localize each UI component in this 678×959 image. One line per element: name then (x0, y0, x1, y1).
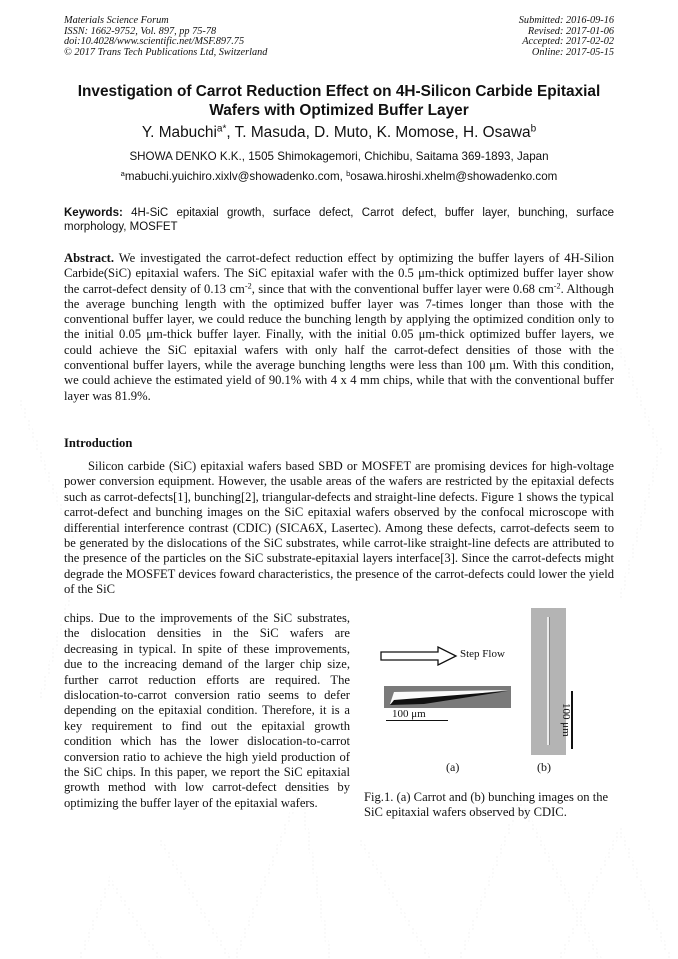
journal-info (64, 16, 267, 58)
section-heading-introduction: Introduction (64, 436, 133, 450)
first-author: Y. Mabuchi (141, 124, 217, 141)
journal-name: Materials Science Forum (64, 15, 169, 26)
paper-title (56, 82, 622, 120)
revised-date: Revised: 2017-01-06 (527, 25, 614, 37)
publication-dates (519, 16, 614, 58)
figure-1 (364, 605, 614, 780)
accepted-date: Accepted: 2017-02-02 (522, 36, 614, 48)
keywords-label: Keywords: (64, 207, 123, 219)
author-affil-mark: b (530, 123, 537, 135)
email-b[interactable]: osawa.hiroshi.xhelm@showadenko.com (350, 170, 558, 183)
scale-label-b: 100 μm (560, 703, 572, 737)
scale-label-a: 100 μm (392, 708, 426, 720)
keywords (64, 206, 614, 235)
scale-bar-a (386, 720, 448, 721)
submitted-date: Submitted: 2016-09-16 (518, 15, 614, 26)
title-line-1: Investigation of Carrot Reduction Effect on 4H-Silicon Carbide Epitaxial (77, 83, 601, 100)
step-flow-label: Step Flow (460, 648, 505, 660)
outline-arrow-right-icon (380, 646, 458, 666)
doi: doi:10.4028/www.scientific.net/MSF.897.75 (64, 36, 245, 48)
abstract: Abstract. We investigated the carrot-defect reduction effect by optimizing the buffer layers of 4H-Silion Carbide(SiC) epitaxial wafers. The SiC epitaxial wafer with the 0.5 μm-thick optimized buffer layer show the carrot-defect density of 0.13 $cm^{-2}$, since that with the conventional buffer layer were 0.68 $cm^{-2}$. Although the average bunching length with the optimized buffer layer was 7-times longer than those with the conventional buffer layer, we could reduce the bunching length by applying the optimized condition only to the initial 0.05 μm-thick buffer layer. Finally, with the initial 0.05 μm-thick optimized buffer layers, we could achieve the SiC epitaxial wafers with only half the carrot-defect densities of those with the conventional buffer layers, while the average bunching lengths were less than 100 μm. With this condition, we could achieve the estimated yield of 90.1% with 4 x 4 mm chips, while that with the conventional buffer layer was 81.9%. (64, 251, 614, 403)
introduction-paragraph-continued: chips. Due to the improvements of the SiC substrates, the dislocation densities in the SiC wafers are decreasing in typical. In spite of these improvements, due to the increacing demand of the larger chip size, further carrot reduction efforts are required. The dislocation-to-carrot conversion ratio seems to defer depending on the epitaxial condition. Therefore, it is a key requirement to find out the epitaxial growth condition which has the lower dislocation-to-carrot conversion ratio to achieve the high yield production of the SiC chips. In this paper, we report the SiC epitaxial growth method with low carrot-defect densities by optimizing the buffer layer of the epitaxial wafers. (64, 611, 350, 810)
author-emails: $^a$mabuchi.yuichiro.xixlv@showadenko.com, $^b$osawa.hiroshi.xhelm@showadenko.com (120, 168, 558, 183)
issn: ISSN: 1662-9752, Vol. 897, pp 75-78 (64, 25, 217, 37)
carrot-defect-image (384, 686, 511, 708)
keywords-text: 4H-SiC epitaxial growth, surface defect, Carrot defect, buffer layer, bunching, surface morphology, MOSFET (64, 207, 614, 234)
figure-1-caption: Fig.1. (a) Carrot and (b) bunching images on the SiC epitaxial wafers observed by CDIC. (364, 790, 609, 820)
email-a[interactable]: mabuchi.yuichiro.xixlv@showadenko.com, (124, 170, 347, 183)
copyright: © 2017 Trans Tech Publications Ltd, Switzerland (64, 46, 268, 58)
author-list (56, 124, 622, 142)
author-affil-mark: a* (216, 123, 227, 135)
other-authors: , T. Masuda, D. Muto, K. Momose, H. Osawa (226, 124, 531, 141)
abstract-label: Abstract. (64, 251, 115, 265)
bunching-line (547, 617, 549, 745)
subfigure-label-b: (b) (537, 760, 551, 774)
introduction-paragraph: Silicon carbide (SiC) epitaxial wafers based SBD or MOSFET are promising devices for high-voltage power conversion equipment. However, the usable areas of the wafers are restricted by the epitaxial defects such as carrot-defects[1], bunching[2], triangular-defects and straight-line defects. Figure 1 shows the typical carrot-defect and bunching images on the SiC epitaxial wafers observed by the confocal microscope with differential interference contrast (CDIC) (SICA6X, Lasertec). Among these defects, carrot-defects seem to be generated by the dislocations of the SiC substrates, while carrot-like straight-line defects are attributed to the presence of the particles on the SiC substrate-epitaxial layers interface[3]. Since the carrot-defects might degrade the MOSFET devices foward characteristics, the presence of the carrot-defects could lower the yield of the SiC (64, 459, 614, 597)
subfigure-label-a: (a) (446, 760, 460, 774)
affiliation: SHOWA DENKO K.K., 1505 Shimokagemori, Chichibu, Saitama 369-1893, Japan (129, 150, 549, 163)
online-date: Online: 2017-05-15 (531, 46, 614, 58)
title-line-2: Wafers with Optimized Buffer Layer (209, 102, 469, 119)
